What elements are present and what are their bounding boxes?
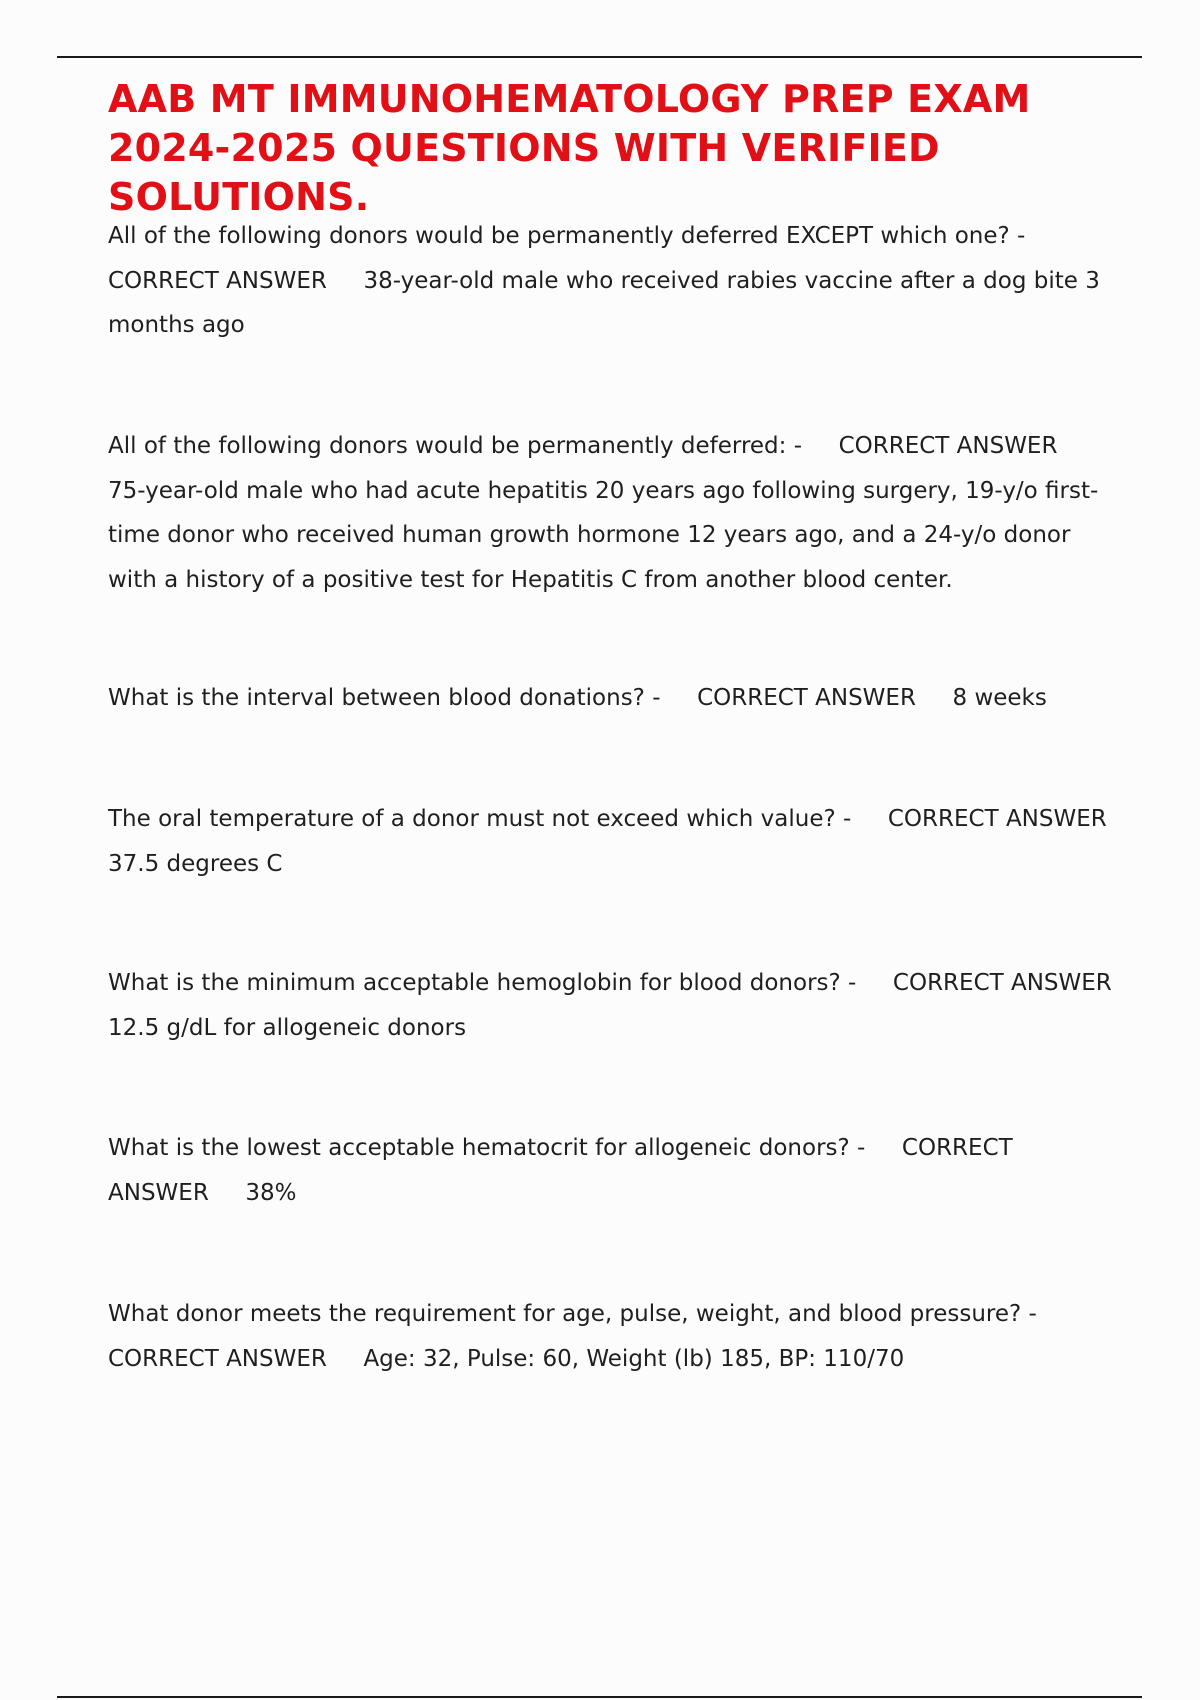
question-text: What donor meets the requirement for age, pulse, weight, and blood pressure? - (108, 1301, 1037, 1327)
question-text: What is the interval between blood donations? - (108, 685, 661, 711)
question-text: The oral temperature of a donor must not exceed which value? - (108, 806, 852, 832)
qa-item-6 (108, 1126, 1118, 1215)
answer-label: CORRECT ANSWER (892, 970, 1112, 996)
qa-item-1 (108, 214, 1118, 348)
page-title: AAB MT IMMUNOHEMATOLOGY PREP EXAM 2024-2025 QUESTIONS WITH VERIFIED SOLUTIONS. (108, 77, 1031, 219)
qa-item-2 (108, 424, 1118, 602)
bottom-divider (57, 1696, 1142, 1698)
answer-text: 38-year-old male who received rabies vaccine after a dog bite 3 months ago (108, 267, 1108, 338)
question-text: What is the lowest acceptable hematocrit for allogeneic donors? - (108, 1135, 866, 1161)
question-text: All of the following donors would be permanently deferred: - (108, 433, 803, 459)
qa-item-5 (108, 961, 1118, 1050)
top-divider (57, 56, 1142, 58)
answer-label: CORRECT ANSWER (108, 1345, 327, 1372)
qa-item-7 (108, 1292, 1118, 1381)
answer-label: CORRECT ANSWER (697, 685, 916, 711)
answer-text: 37.5 degrees C (108, 850, 283, 877)
answer-text: 75-year-old male who had acute hepatitis 20 years ago following surgery, 19-y/o first-time donor who received human growth hormone 12 years ago, and a 24-y/o donor with a history of a positive test for Hepatitis C from another blood center. (108, 477, 1099, 593)
qa-item-3 (108, 676, 1118, 721)
qa-item-4 (108, 797, 1118, 886)
answer-text: 38% (245, 1179, 297, 1206)
answer-label: CORRECT ANSWER (838, 433, 1058, 459)
answer-text: 8 weeks (952, 685, 1047, 711)
answer-label: CORRECT ANSWER (108, 1135, 1020, 1206)
answer-label: CORRECT ANSWER (887, 806, 1107, 832)
question-text: All of the following donors would be permanently deferred EXCEPT which one? - (108, 223, 1026, 249)
answer-text: 12.5 g/dL for allogeneic donors (108, 1014, 467, 1041)
answer-text: Age: 32, Pulse: 60, Weight (lb) 185, BP: 110/70 (363, 1345, 905, 1372)
answer-label: CORRECT ANSWER (108, 267, 327, 294)
question-text: What is the minimum acceptable hemoglobin for blood donors? - (108, 970, 857, 996)
